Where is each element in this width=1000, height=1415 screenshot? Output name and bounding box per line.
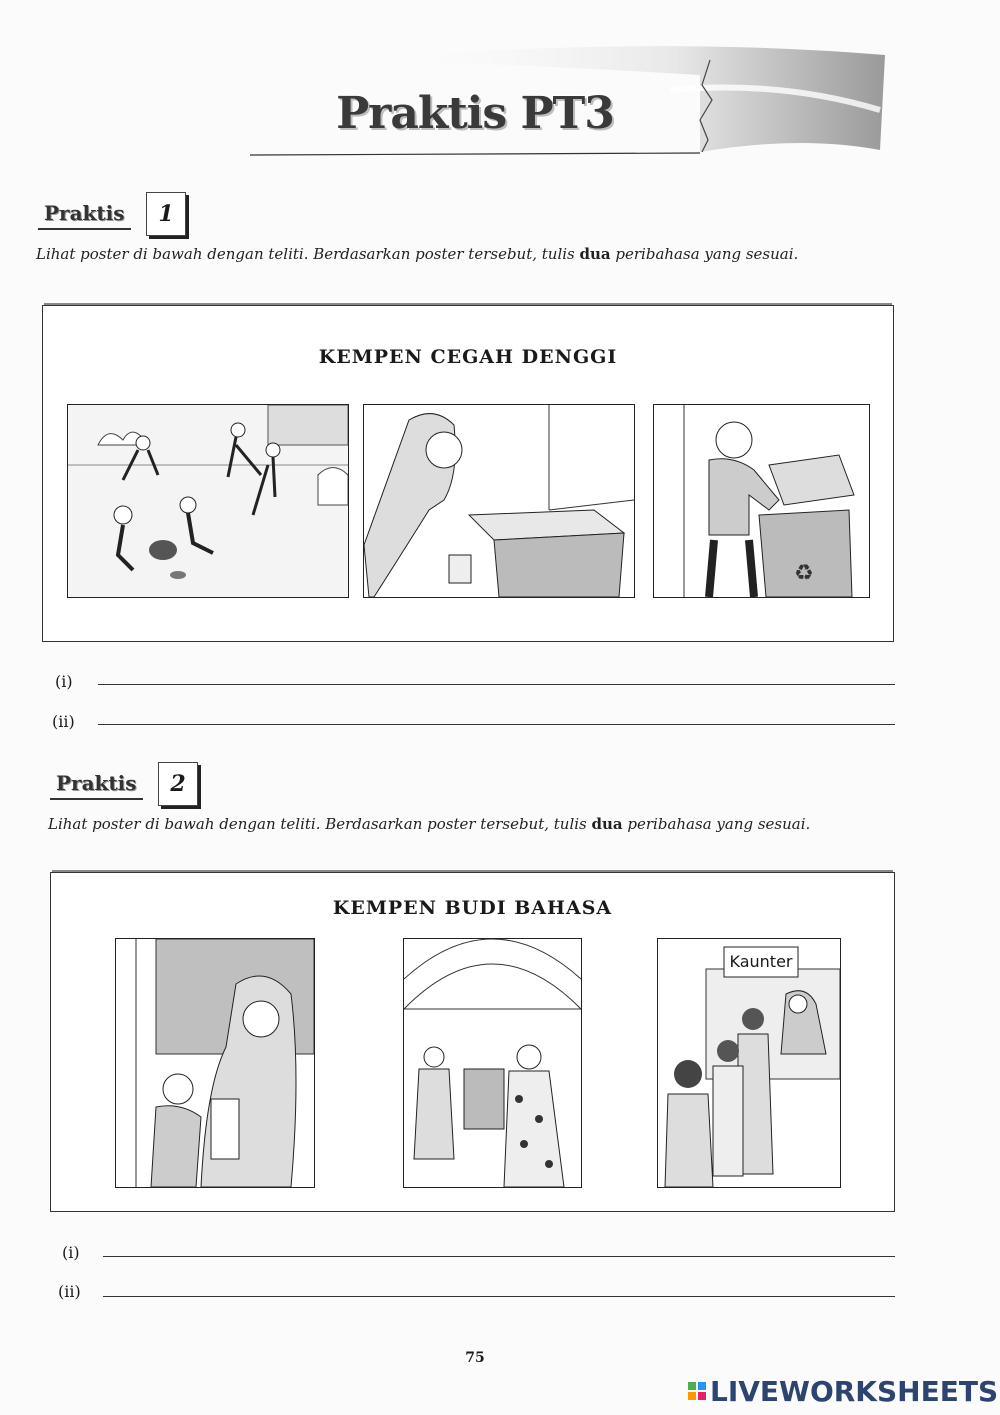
illustration-children-cleaning <box>67 404 349 598</box>
praktis-1-number: 1 <box>146 192 186 236</box>
praktis-1-badge <box>38 192 198 236</box>
illustration-teacher-student <box>115 938 315 1188</box>
liveworksheets-watermark[interactable] <box>688 1373 998 1409</box>
poster-budi-bahasa <box>50 872 895 1212</box>
illustration-counter-queue <box>657 938 841 1188</box>
illustration-woman-container <box>363 404 635 598</box>
praktis-2-answer-2-label: (ii) <box>58 1282 81 1301</box>
praktis-2-badge <box>50 762 210 806</box>
praktis-2-instruction: Lihat poster di bawah dengan teliti. Berdasarkan poster tersebut, tulis dua peribahasa yang sesuai. <box>48 815 811 833</box>
page-number: 75 <box>465 1350 485 1366</box>
praktis-2-answer-1-label: (i) <box>62 1243 80 1262</box>
illustration-boy-recycling-bin <box>653 404 870 598</box>
praktis-1-answer-1-line[interactable] <box>98 684 895 685</box>
praktis-1-answer-2-line[interactable] <box>98 724 895 725</box>
liveworksheets-logo-icon <box>688 1382 706 1400</box>
svg-text:♻: ♻ <box>794 561 814 586</box>
illustration-bus-passengers <box>403 938 582 1188</box>
praktis-2-label: Praktis <box>50 768 143 800</box>
praktis-1-label: Praktis <box>38 198 131 230</box>
praktis-2-answer-2-line[interactable] <box>103 1296 895 1297</box>
praktis-2-number: 2 <box>158 762 198 806</box>
poster-denggi <box>42 305 894 642</box>
praktis-1-instruction: Lihat poster di bawah dengan teliti. Berdasarkan poster tersebut, tulis dua peribahasa yang sesuai. <box>36 245 799 263</box>
poster-budi-bahasa-title: KEMPEN BUDI BAHASA <box>332 897 613 919</box>
watermark-text: LIVEWORKSHEETS <box>710 1374 999 1408</box>
page-title: Praktis PT3 <box>336 88 614 139</box>
counter-sign: Kaunter <box>729 952 793 971</box>
praktis-2-answer-1-line[interactable] <box>103 1256 895 1257</box>
praktis-1-answer-1-label: (i) <box>55 672 73 691</box>
poster-denggi-title: KEMPEN CEGAH DENGGI <box>318 346 618 368</box>
praktis-1-answer-2-label: (ii) <box>52 712 75 731</box>
